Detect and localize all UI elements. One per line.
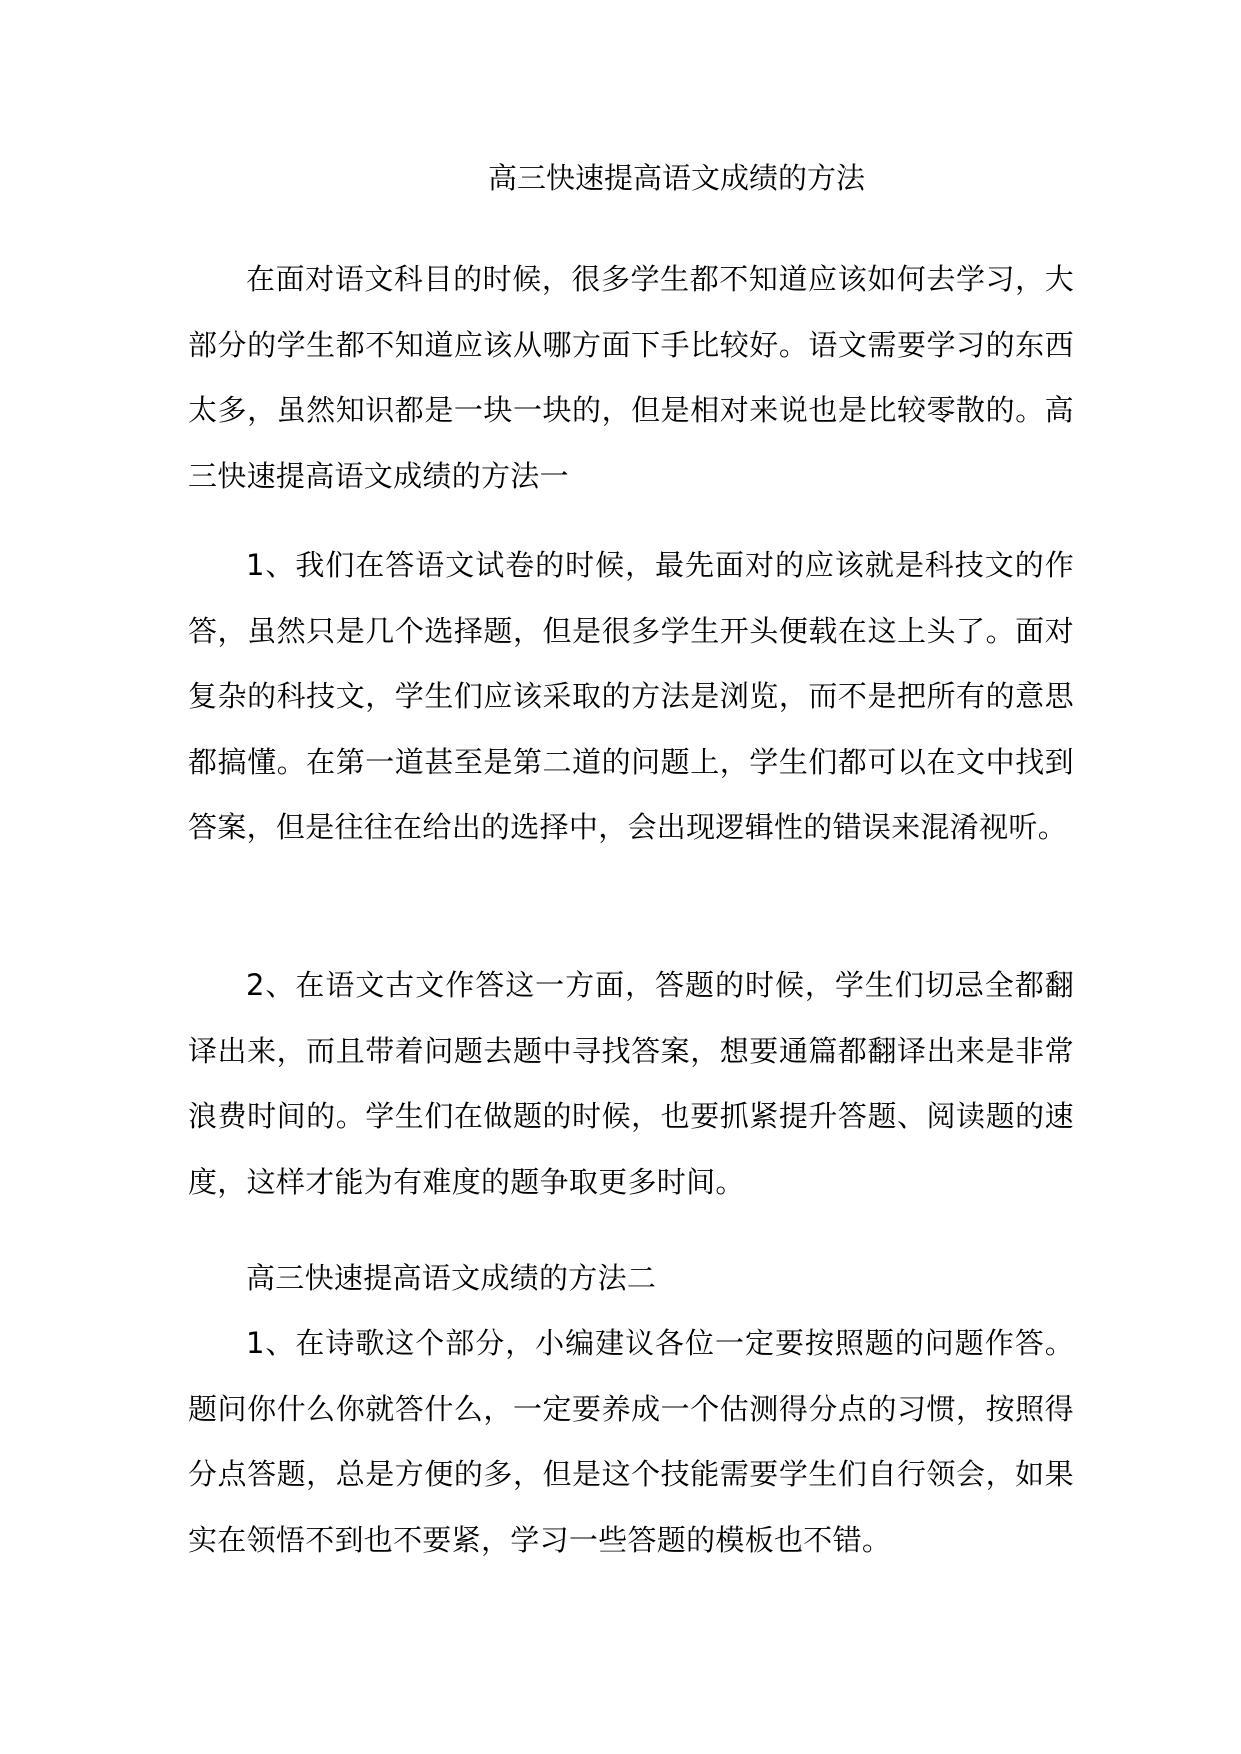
section-heading-method-two: 高三快速提高语文成绩的方法二	[246, 1261, 657, 1295]
paragraph-intro: 在面对语文科目的时候，很多学生都不知道应该如何去学习，大部分的学生都不知道应该从哪方面下手比较好。语文需要学习的东西太多，虽然知识都是一块一块的，但是相对来说也是比较零散的。高三快速提高语文成绩的方法一	[188, 262, 1074, 493]
paragraph-method-one-point-two: 2、在语文古文作答这一方面，答题的时候，学生们切忌全都翻译出来，而且带着问题去题中寻找答案，想要通篇都翻译出来是非常浪费时间的。学生们在做题的时候，也要抓紧提升答题、阅读题的速度，这样才能为有难度的题争取更多时间。	[188, 968, 1074, 1199]
paragraph-method-one-point-one: 1、我们在答语文试卷的时候，最先面对的应该就是科技文的作答，虽然只是几个选择题，但是很多学生开头便载在这上头了。面对复杂的科技文，学生们应该采取的方法是浏览，而不是把所有的意思都搞懂。在第一道甚至是第二道的问题上，学生们都可以在文中找到答案，但是往往在给出的选择中，会出现逻辑性的错误来混淆视听。	[188, 548, 1074, 844]
document-title: 高三快速提高语文成绩的方法	[487, 161, 865, 195]
paragraph-method-two-point-one: 1、在诗歌这个部分，小编建议各位一定要按照题的问题作答。题问你什么你就答什么，一定要养成一个估测得分点的习惯，按照得分点答题，总是方便的多，但是这个技能需要学生们自行领会，如果实在领悟不到也不要紧，学习一些答题的模板也不错。	[188, 1326, 1074, 1557]
